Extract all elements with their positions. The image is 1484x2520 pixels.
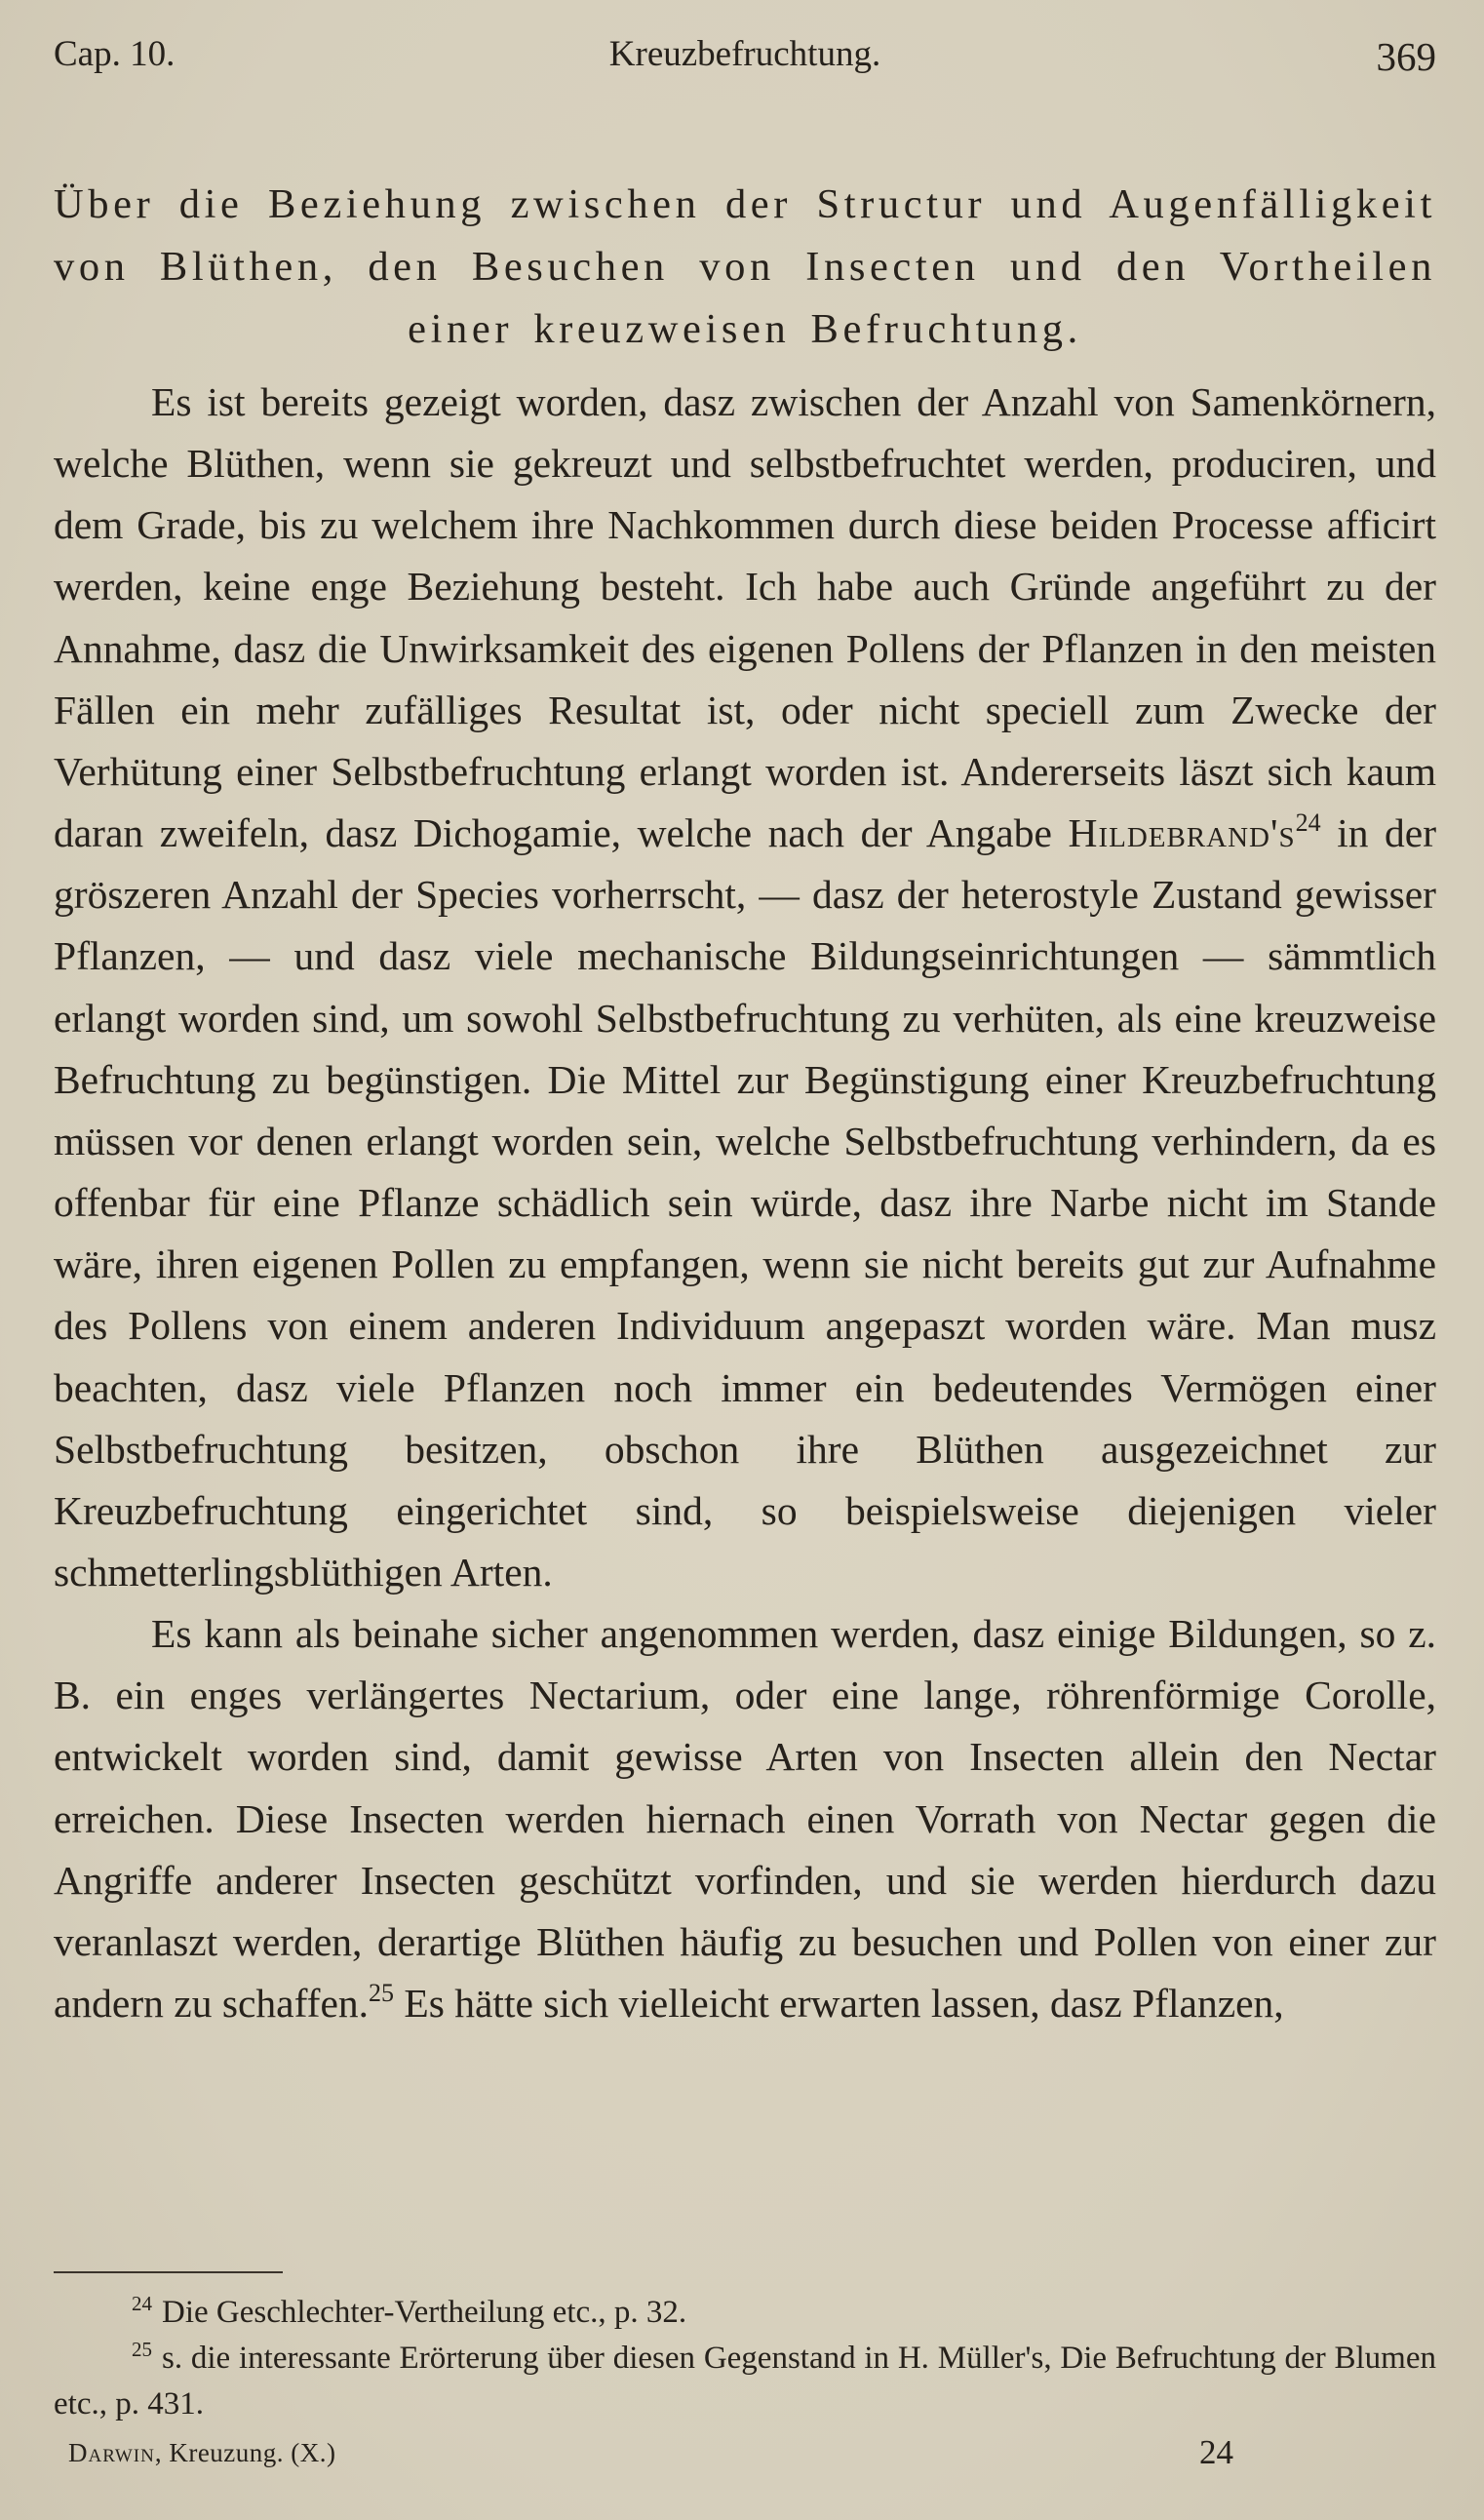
footnote-ref-24[interactable]: 24 — [1295, 808, 1321, 838]
paragraph-2-continuation: Es hätte sich vielleicht erwarten lassen, dasz Pflanzen, — [404, 1981, 1284, 2027]
footnotes — [54, 2290, 1436, 2427]
running-title: Kreuzbefruchtung. — [608, 34, 881, 74]
paragraph-1-continuation: in der gröszeren Anzahl der Species vorherrscht, — dasz der heterostyle Zustand gewisser Pflanzen, — und dasz viele mechanische Bildungseinrichtungen — sämmtlich erlangt worden sind, um sowohl Selbstbefruchtung zu verhüten, als eine kreuzweise Befruchtung zu begünstigen. Die Mittel zur Begünstigung einer Kreuzbefruchtung müssen vor denen erlangt worden sein, welche Selbstbefruchtung verhindern, da es offenbar für eine Pflanze schädlich sein würde, dasz ihre Narbe nicht im Stande wäre, ihren eigenen Pollen zu empfangen, wenn sie nicht bereits gut zur Aufnahme des Pollens von einem anderen Individuum angepaszt worden wäre. Man musz beachten, dasz viele Pflanzen noch immer ein bedeutendes Vermögen einer Selbstbefruchtung besitzen, obschon ihre Blüthen ausgezeichnet zur Kreuzbefruchtung eingerichtet sind, so beispielsweise diejenigen vieler schmetterlingsblüthigen Arten. — [54, 810, 1437, 1595]
footnote-text: s. die interessante Erörterung über diesen Gegenstand in H. Müller's, Die Befruchtung der Blumen etc., p. 431. — [54, 2341, 1436, 2422]
author-name-hildebrand: Hildebrand's — [1068, 810, 1296, 856]
body-text — [54, 372, 1436, 2034]
printer-signature — [68, 2438, 336, 2468]
footnote-mark: 24 — [132, 2292, 152, 2315]
running-head — [54, 33, 1436, 92]
paragraph-2 — [54, 1603, 1436, 2034]
signature-book: , Kreuzung. (X.) — [154, 2438, 336, 2467]
paragraph-1-text: Es ist bereits gezeigt worden, dasz zwischen der Anzahl von Samenkörnern, welche Blüthen, wenn sie gekreuzt und selbstbefruchtet werden, produciren, und dem Grade, bis zu welchem ihre Nachkommen durch diese beiden Processe afficirt werden, keine enge Beziehung besteht. Ich habe auch Gründe angeführt zu der Annahme, dasz die Unwirksamkeit des eigenen Pollens der Pflanzen in den meisten Fällen ein mehr zufälliges Resultat ist, oder nicht speciell zum Zwecke der Verhütung einer Selbstbefruchtung erlangt worden ist. Andererseits läszt sich kaum daran zweifeln, dasz Dichogamie, welche nach der Angabe — [54, 379, 1436, 856]
footnote-ref-25[interactable]: 25 — [369, 1979, 395, 2008]
paragraph-1 — [54, 372, 1436, 1603]
chapter-label: Cap. 10. — [54, 34, 176, 74]
footnote-25 — [54, 2336, 1436, 2427]
sheet-number: 24 — [1199, 2433, 1233, 2471]
footnote-divider — [54, 2271, 283, 2273]
footnote-24 — [54, 2290, 1436, 2336]
signature-author: Darwin — [68, 2438, 155, 2467]
paragraph-2-text: Es kann als beinahe sicher angenommen werden, dasz einige Bildungen, so z. B. ein enges verlängertes Nectarium, oder eine lange, röhrenförmige Corolle, entwickelt worden sind, damit gewisse Arten von Insecten allein den Nectar erreichen. Diese Insecten werden hiernach einen Vorrath von Nectar gegen die Angriffe anderer Insecten geschützt vorfinden, und sie werden hierdurch dazu veranlaszt werden, derartige Blüthen häufig zu besuchen und Pollen von einer zur andern zu schaffen. — [54, 1611, 1436, 2027]
section-heading: Über die Beziehung zwischen der Structur und Augenfälligkeit von Blüthen, den Besuchen von Insecten und den Vortheilen einer kreuzweisen Befruchtung. — [54, 181, 1436, 352]
footnote-mark: 25 — [132, 2338, 152, 2361]
footnote-text: Die Geschlechter-Vertheilung etc., p. 32. — [162, 2295, 687, 2330]
page-number: 369 — [1376, 34, 1436, 79]
